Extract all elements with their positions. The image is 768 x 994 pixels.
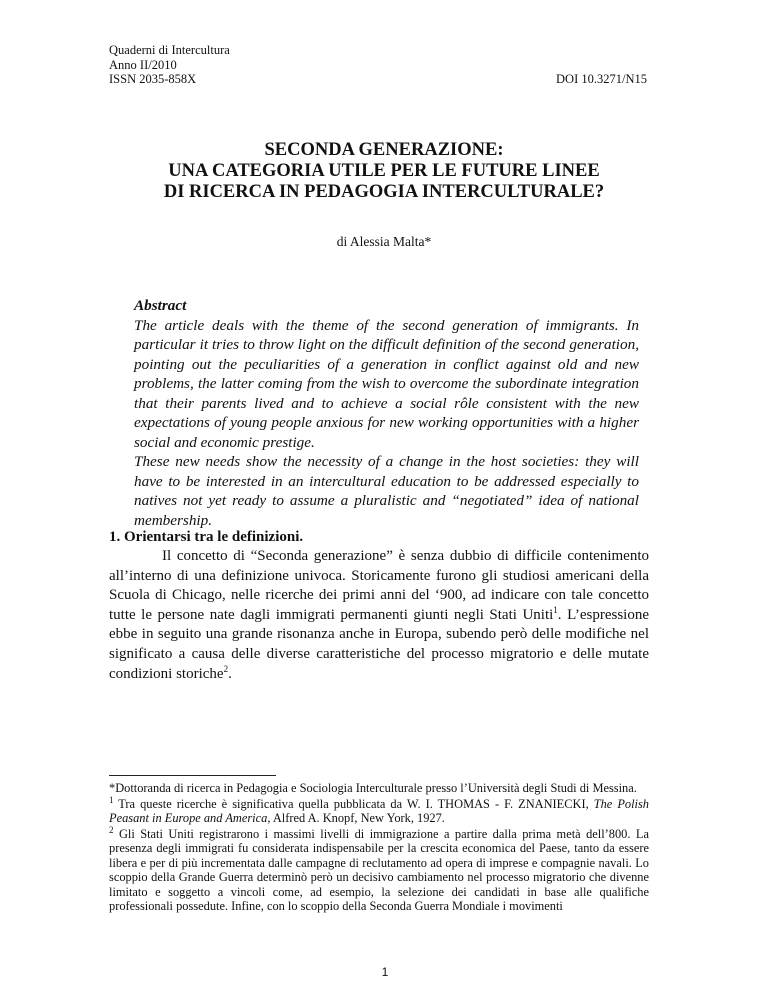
footnote-2-text: Gli Stati Uniti registrarono i massimi livelli di immigrazione a partire dalla prima metà dell’800. La presenza degli immigrati fu considerata indispensabile per la crescita economica del Paese, tanto da essere libera e per di più incrementata dalle campagne di reclutamento ad opera di imprese e compagnie navali. Lo scoppio della Grande Guerra determinò però un decisivo cambiamento nel processo migratorio che divenne limitato e soggetto a vincoli come, ad esempio, la selezione dei candidati in base alle qualifiche professionali possedute. Infine, con lo scoppio della Seconda Guerra Mondiale i movimenti	[109, 826, 649, 913]
journal-year: Anno II/2010	[109, 57, 177, 72]
footnote-2-number: 2	[109, 824, 114, 835]
title-line-1: SECONDA GENERAZIONE:	[264, 140, 504, 160]
abstract-heading: Abstract	[134, 297, 187, 314]
author-byline: di Alessia Malta*	[336, 234, 432, 249]
footnote-author: *Dottoranda di ricerca in Pedagogia e Sociologia Interculturale presso l’Università degli Studi di Messina.	[109, 781, 637, 795]
section-1-paragraph	[109, 547, 649, 684]
doi-label: DOI 10.3271/N15	[556, 72, 647, 86]
section-1	[109, 528, 649, 684]
body-text-a: Il concetto di “Seconda generazione” è senza dubbio di difficile contenimento all’interno di una definizione univoca. Storicamente furono gli studiosi americani della Scuola di Chicago, nelle ricerche dei primi anni del ‘900, ad indicare con tale concetto tutte le persone nate dagli immigrati permanenti giunti negli Stati Uniti	[109, 548, 649, 623]
title-line-2: UNA CATEGORIA UTILE PER LE FUTURE LINEE	[168, 161, 600, 181]
footnote-ref-1[interactable]: 1	[553, 604, 558, 615]
footnote-separator	[109, 775, 276, 776]
footnotes	[109, 781, 649, 915]
footnote-1-text: Tra queste ricerche è significativa quella pubblicata da W. I. THOMAS - F. ZNANIECKI,	[113, 796, 594, 811]
footnote-1-end: , Alfred A. Knopf, New York, 1927.	[267, 811, 445, 825]
body-text-c: .	[228, 665, 232, 682]
abstract-paragraph-2: These new needs show the necessity of a change in the host societies: they will have to be interested in an intercultural education to be addressed especially to natives not yet ready to assume a pluralistic and “negotiated” idea of national membership.	[134, 453, 639, 529]
footnote-1-book-title: The Polish Peasant in Europe and America	[109, 796, 649, 825]
title-line-3: DI RICERCA IN PEDAGOGIA INTERCULTURALE?	[163, 182, 605, 202]
footnote-ref-2[interactable]: 2	[223, 663, 229, 674]
body-text-b: . L’espressione ebbe in seguito una grande risonanza anche in Europa, subendo però delle modifiche nel significato a causa delle diverse caratteristiche del processo migratorio e delle mutate condizioni storiche	[109, 606, 649, 682]
footnote-2	[109, 824, 649, 914]
abstract-paragraph-1: The article deals with the theme of the second generation of immigrants. In particular it tries to throw light on the difficult definition of the second generation, pointing out the peculiarities of a generation in conflict against old and new problems, the latter coming from the wish to overcome the subordinate integration that their parents lived and to achieve a social rôle consistent with the new expectations of young people anxious for new working opportunities with a higher social and economic prestige.	[134, 316, 639, 451]
article-title	[100, 140, 668, 203]
footnote-1	[109, 794, 649, 826]
journal-issn: ISSN 2035-858X	[109, 72, 197, 86]
section-1-heading: 1. Orientarsi tra le definizioni.	[109, 529, 304, 545]
page-number: 1	[381, 965, 389, 979]
journal-name: Quaderni di Intercultura	[109, 43, 230, 57]
journal-header	[109, 43, 230, 87]
abstract-block	[134, 296, 639, 530]
footnote-1-number: 1	[109, 794, 114, 805]
